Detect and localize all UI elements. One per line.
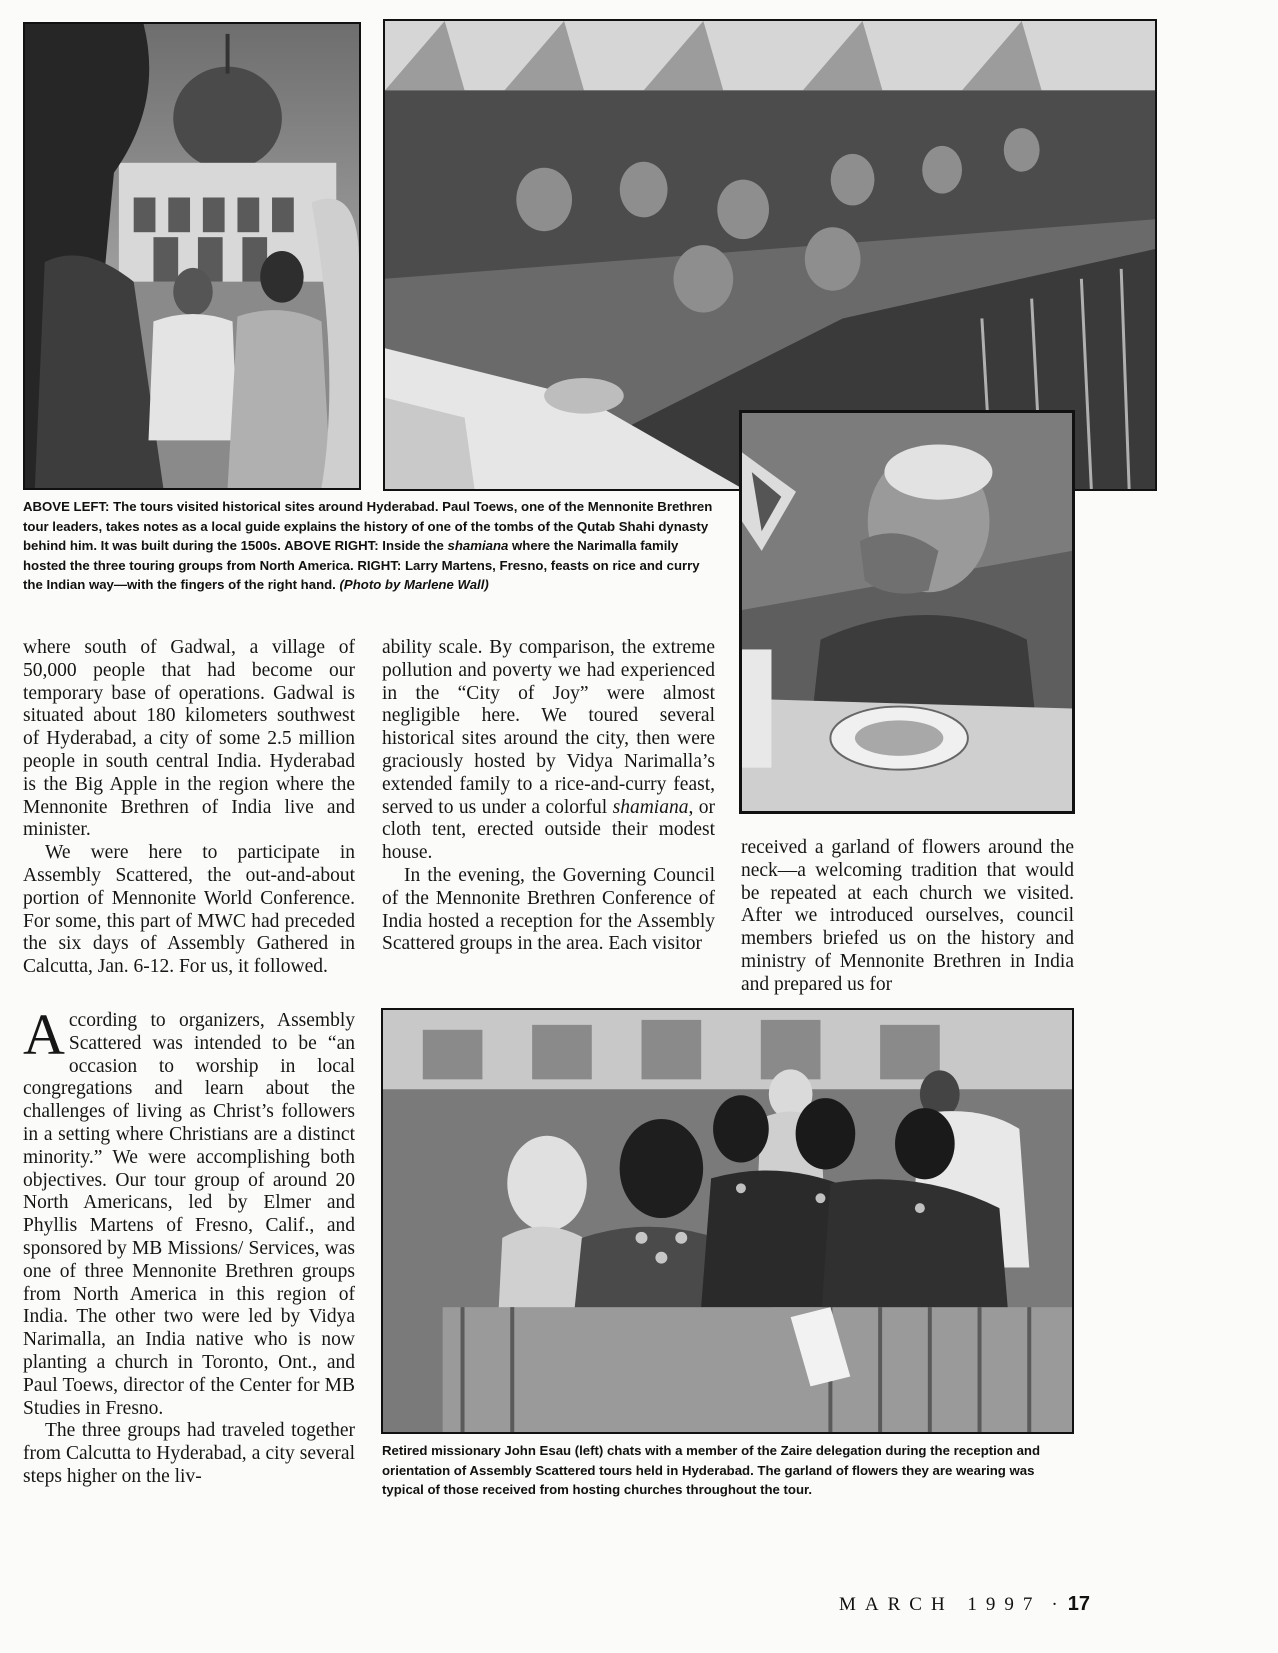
page-number: 17 bbox=[1067, 1593, 1090, 1615]
col2-emphasis: shamiana bbox=[612, 796, 689, 818]
article-paragraph bbox=[382, 637, 715, 865]
caption-photo-credit: (Photo by Marlene Wall) bbox=[339, 577, 489, 592]
drop-cap: A bbox=[23, 1002, 65, 1067]
article-paragraph: The three groups had traveled together from Calcutta to Hyderabad, a city several steps higher on the liv- bbox=[23, 1420, 355, 1487]
article-paragraph: We were here to participate in Assembly Scattered, the out-and-about portion of Mennonite World Conference. For some, this part of MWC had preceded the six days of Assembly Gathered in Calcutta, Jan. 6-12. For us, it followed. bbox=[23, 842, 355, 978]
caption-top-text-1: ABOVE LEFT: The tours visited historical sites around Hyderabad. Paul Toews, one of the Mennonite Brethren tour leaders, takes notes as a local guide explains the history of one of the tombs of the Qutab Shahi dynasty behind him. It was built during the 1500s. ABOVE RIGHT: Inside the bbox=[23, 499, 713, 553]
photo-caption-bottom: Retired missionary John Esau (left) chats with a member of the Zaire delegation during the reception and orientation of Assembly Scattered tours held in Hyderabad. The garland of flowers they are wearing was typical of those received from hosting churches throughout the tour. bbox=[382, 1443, 1041, 1497]
reception-photo-image bbox=[383, 1010, 1072, 1432]
article-paragraph: In the evening, the Governing Council of the Mennonite Brethren Conference of India hosted a reception for the Assembly Scattered groups in the area. Each visitor bbox=[382, 864, 715, 955]
inset-photo-image bbox=[742, 413, 1072, 811]
col2-text-a: ability scale. By comparison, the extreme pollution and poverty we had experienced in the “City of Joy” were almost negligible here. We toured several historical sites around the city, then were graciously hosted by Vidya Narimalla’s extended family to a rice-and-curry feast, served to us under a colorful bbox=[382, 637, 715, 818]
caption-top-text-2: where the Narimalla family hosted the three touring groups from North America. RIGHT: Larry Martens, Fresno, feasts on rice and curry the Indian way—with the fingers of the right hand. bbox=[23, 538, 700, 592]
col2-text-b: , or cloth tent, erected outside their modest house. bbox=[382, 796, 715, 864]
page-folio bbox=[839, 1593, 1090, 1616]
tomb-photo-image bbox=[25, 24, 359, 488]
folio-separator: · bbox=[1051, 1594, 1058, 1615]
dropcap-paragraph-text: ccording to organizers, Assembly Scattered was intended to be “an occasion to worship in local congregations and learn about the challenges of living as Christ’s followers in a setting where Christians are a distinct minority.” We were accomplishing both objectives. Our tour group of around 20 North Americans, led by Elmer and Phyllis Martens of Fresno, Calif., and sponsored by MB Missions/ Services, was one of three Mennonite Brethren groups from North America in this region of India. The other two were led by Vidya Narimalla, an India native who is now planting a church in Toronto, Ont., and Paul Toews, director of the Center for MB Studies in Fresno. bbox=[23, 1010, 355, 1419]
article-column-1 bbox=[23, 637, 355, 979]
article-column-1-continued bbox=[23, 1002, 355, 1489]
article-paragraph: where south of Gadwal, a village of 50,000 people that had become our temporary base of operations. Gadwal is situated about 180 kilometers southwest of Hyderabad, a city of some 2.5 million people in south central India. Hyderabad is the Big Apple in the region where the Mennonite Brethren of India live and minister. bbox=[23, 637, 355, 841]
article-column-3 bbox=[741, 837, 1074, 997]
photo-reception-hyderabad bbox=[381, 1008, 1074, 1434]
article-column-2 bbox=[382, 637, 715, 956]
caption-top-emphasis: shamiana bbox=[447, 538, 509, 553]
photo-larry-martens-eating bbox=[739, 410, 1075, 814]
article-paragraph-dropcap bbox=[23, 1002, 355, 1420]
photo-caption-top bbox=[23, 497, 715, 595]
photo-qutab-shahi-tomb bbox=[23, 22, 361, 490]
folio-date: MARCH 1997 bbox=[838, 1594, 1042, 1615]
article-paragraph: received a garland of flowers around the neck—a welcoming tradition that would be repeated at each church we visited. After we introduced ourselves, council members briefed us on the history and ministry of Mennonite Brethren in India and prepared us for bbox=[741, 837, 1074, 995]
